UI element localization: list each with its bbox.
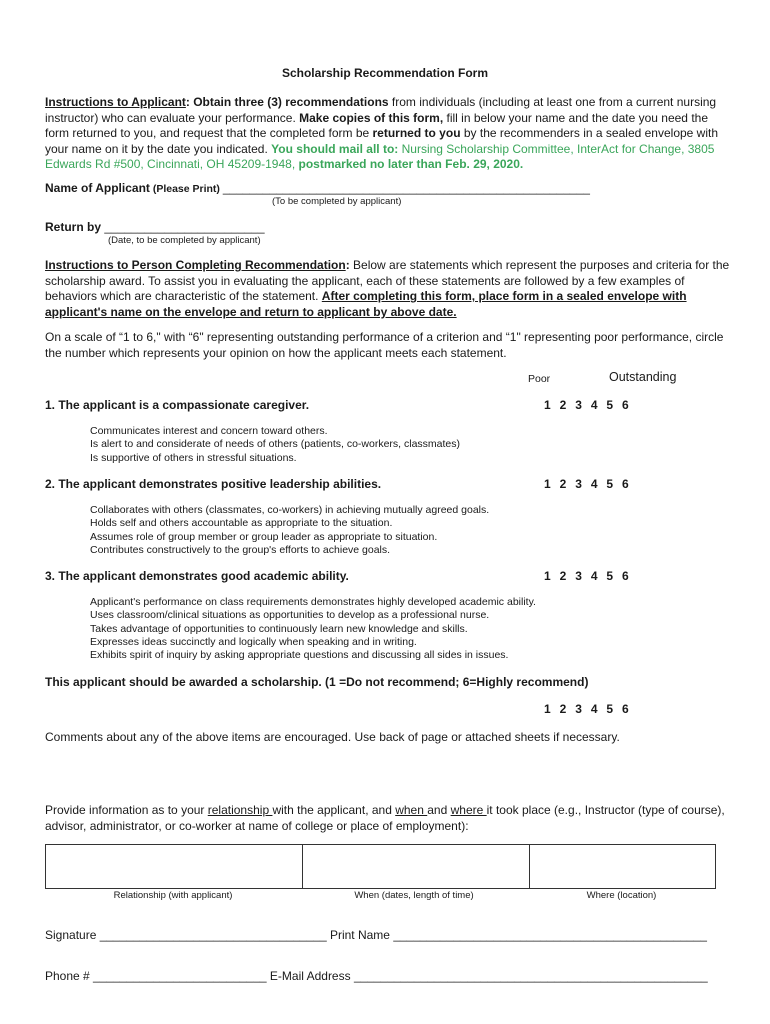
criterion-example: Collaborates with others (classmates, co-workers) in achieving mutually agreed goals. (90, 504, 490, 516)
scale-instructions: On a scale of “1 to 6," with “6" representing outstanding performance of a criterion and “1" representing poor performance, circle the number which represents your opinion on how the applicant meets each statement. (45, 330, 724, 360)
criterion-example: Uses classroom/clinical situations as opportunities to develop as a professional nurse. (90, 609, 490, 622)
comments-note: Comments about any of the above items are encouraged. Use back of page or attached sheets if necessary. (45, 730, 620, 744)
body-text: from individuals (including at least one from a current nursing instructor) who can evaluate your performance. (45, 95, 717, 125)
applicant-name-label: Name of Applicant (45, 181, 150, 195)
signature-field[interactable]: __________________________________ (99, 928, 327, 942)
body-text: Provide information as to your (45, 803, 208, 817)
signature-label: Signature (45, 928, 100, 942)
colon: : (185, 95, 190, 109)
criterion-example: Applicant's performance on class requirements demonstrates highly developed academic ability. (90, 596, 536, 608)
please-print-label: (Please Print) (149, 183, 223, 195)
print-name-field[interactable]: _______________________________________________ (393, 928, 707, 942)
contact-line (45, 969, 708, 983)
criterion-2-rating-scale[interactable]: 1 2 3 4 5 6 (544, 477, 630, 491)
underlined-word: where (450, 803, 487, 817)
when-column-label: When (dates, length of time) (354, 890, 474, 901)
criterion-example: Exhibits spirit of inquiry by asking appropriate questions and discussing all sides in issues. (90, 649, 509, 662)
criterion-3-rating-scale[interactable]: 1 2 3 4 5 6 (544, 569, 630, 583)
page-title: Scholarship Recommendation Form (281, 66, 489, 80)
postmark-deadline: postmarked no later than Feb. 29, 2020. (295, 157, 524, 172)
signature-line (45, 928, 707, 942)
underlined-word: when (395, 803, 428, 817)
criterion-example: Communicates interest and concern toward others. (90, 425, 328, 437)
applicant-name-note: (To be completed by applicant) (272, 196, 402, 207)
instructions-applicant-heading: Instructions to Applicant (45, 95, 186, 109)
return-by-field[interactable] (45, 220, 265, 234)
criterion-example: Assumes role of group member or group leader as appropriate to situation. (90, 530, 438, 543)
award-rating-scale[interactable]: 1 2 3 4 5 6 (544, 702, 630, 716)
mail-address: Nursing Scholarship Committee, InterAct for Change, 3805 Edwards Rd #500, Cincinnati, OH 45209-1948, (45, 141, 715, 172)
bold-text: returned to you (372, 126, 461, 141)
return-by-label: Return by (45, 220, 105, 234)
criterion-example: Contributes constructively to the group's efforts to achieve goals. (90, 543, 391, 556)
sealed-envelope-instruction: After completing this form, place form in a sealed envelope with applicant's name on the envelope and return to applicant by above date. (45, 289, 687, 319)
phone-label: Phone # (45, 969, 94, 983)
scale-label-poor: Poor (528, 373, 551, 385)
print-name-label: Print Name (326, 928, 394, 942)
body-text: fill in below your name and the date you need the form returned to you, and request that the completed form be (45, 110, 708, 141)
body-text: by the recommenders in a sealed envelope with your name on it by the date you indicated. (45, 126, 719, 156)
criterion-3-heading: 3. The applicant demonstrates good academic ability. (45, 569, 349, 583)
bold-text: Make copies of this form, (299, 110, 444, 125)
criterion-2-examples (90, 504, 489, 557)
return-by-blank[interactable]: ________________________ (104, 220, 265, 234)
criterion-example: Holds self and others accountable as appropriate to the situation. (90, 517, 393, 530)
applicant-name-field[interactable] (45, 181, 590, 195)
relationship-column-label: Relationship (with applicant) (113, 890, 233, 901)
email-label: E-Mail Address (266, 969, 354, 983)
phone-field[interactable]: __________________________ (93, 969, 267, 983)
instructions-recommender-heading: Instructions to Person Completing Recommendation (45, 258, 346, 272)
instructions-to-applicant (45, 95, 735, 173)
criterion-1-heading: 1. The applicant is a compassionate caregiver. (45, 398, 310, 412)
body-text: Below are statements which represent the purposes and criteria for the scholarship award. To assist you in evaluating the applicant, each of these statements are followed by a few examples of behaviors which are characteristic of the statement. (45, 258, 730, 304)
relationship-table (45, 844, 716, 889)
criterion-example: Expresses ideas succinctly and logically when speaking and in writing. (90, 635, 417, 648)
when-cell[interactable] (303, 845, 530, 889)
colon: : (345, 258, 350, 272)
applicant-name-blank[interactable]: _______________________________________________________ (222, 181, 590, 195)
criterion-example: Is supportive of others in stressful situations. (90, 451, 297, 464)
criterion-1-rating-scale[interactable]: 1 2 3 4 5 6 (544, 398, 630, 412)
bold-text: Obtain three (3) recommendations (189, 95, 389, 109)
criterion-1-examples (90, 425, 460, 465)
criterion-2-heading: 2. The applicant demonstrates positive leadership abilities. (45, 477, 382, 491)
body-text: and (427, 803, 451, 817)
mail-to-label: You should mail all to: (271, 141, 399, 156)
award-recommendation-heading: This applicant should be awarded a scholarship. (1 =Do not recommend; 6=Highly recommend) (45, 675, 589, 689)
criterion-example: Is alert to and considerate of needs of others (patients, co-workers, classmates) (90, 438, 461, 451)
return-by-note: (Date, to be completed by applicant) (108, 235, 261, 246)
relationship-cell[interactable] (46, 845, 303, 889)
relationship-instructions (45, 803, 735, 834)
email-field[interactable]: _____________________________________________________ (353, 969, 708, 983)
body-text: with the applicant, and (272, 803, 396, 817)
scale-label-outstanding: Outstanding (609, 370, 677, 384)
body-text: it took place (e.g., Instructor (type of course), advisor, administrator, or co-worker at name of college or place of employment): (45, 803, 725, 833)
where-column-label: Where (location) (586, 890, 657, 901)
underlined-word: relationship (207, 803, 273, 817)
instructions-to-recommender (45, 258, 735, 320)
where-cell[interactable] (530, 845, 716, 889)
criterion-example: Takes advantage of opportunities to continuously learn new knowledge and skills. (90, 622, 468, 635)
criterion-3-examples (90, 596, 536, 662)
